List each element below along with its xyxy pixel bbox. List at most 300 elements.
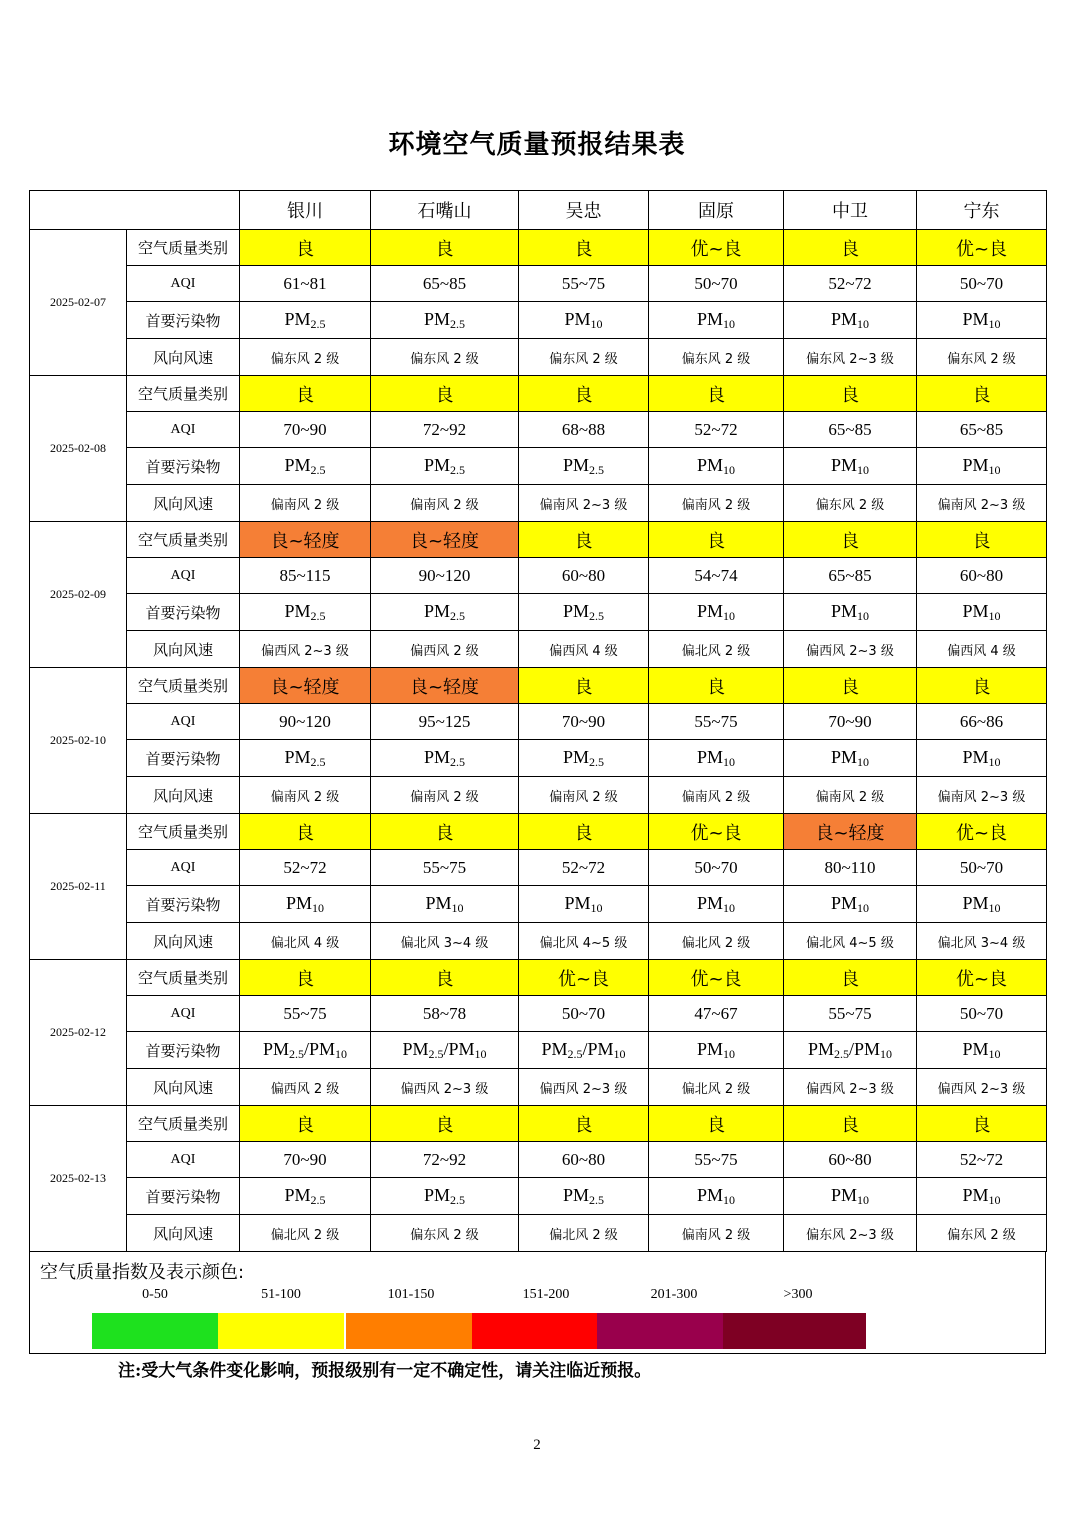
pollutant-name: PM [962, 600, 989, 621]
date-cell: 2025-02-12 [30, 960, 127, 1106]
wind-cell: 偏南风 2 级 [649, 1215, 784, 1252]
wind-cell: 偏东风 2 级 [240, 339, 371, 376]
date-cell: 2025-02-07 [30, 230, 127, 376]
forecast-table [29, 190, 1047, 1252]
wind-cell: 偏西风 2~3 级 [784, 1069, 917, 1106]
wind-cell: 偏南风 2 级 [240, 485, 371, 522]
pollutant-cell [240, 1178, 371, 1215]
row-label: 首要污染物 [127, 448, 240, 485]
category-cell: 良 [371, 814, 519, 850]
wind-cell: 偏北风 4~5 级 [519, 923, 649, 960]
header-corner [30, 191, 240, 230]
pollutant-name: PM [402, 1038, 429, 1059]
table-row [30, 886, 1047, 923]
pollutant-subscript: 10 [857, 608, 869, 623]
table-row [30, 777, 1047, 814]
forecast-body [30, 230, 1047, 1252]
category-cell: 优~良 [917, 230, 1047, 266]
aqi-cell: 80~110 [784, 850, 917, 886]
aqi-cell: 50~70 [649, 850, 784, 886]
pollutant-subscript: 10 [723, 1192, 735, 1207]
aqi-legend [29, 1252, 1046, 1354]
pollutant-name: PM [564, 308, 591, 329]
aqi-cell: 47~67 [649, 996, 784, 1032]
category-cell: 优~良 [519, 960, 649, 996]
aqi-cell: 65~85 [371, 266, 519, 302]
legend-swatch [92, 1313, 218, 1349]
category-cell: 良 [240, 1106, 371, 1142]
pollutant-name: PM [696, 600, 723, 621]
pollutant-cell [240, 448, 371, 485]
row-label: 风向风速 [127, 777, 240, 814]
pollutant-subscript: 10 [988, 754, 1001, 769]
wind-cell: 偏东风 2~3 级 [784, 1215, 917, 1252]
pollutant-subscript: 2.5 [833, 1046, 849, 1061]
category-cell: 良~轻度 [371, 668, 519, 704]
row-label: 首要污染物 [127, 594, 240, 631]
category-cell: 良 [917, 522, 1047, 558]
pollutant-name: PM [807, 1038, 834, 1059]
pollutant-name: PM [830, 892, 857, 913]
pollutant-name: /PM [848, 1038, 881, 1059]
pollutant-name: PM [962, 1184, 989, 1205]
aqi-cell: 60~80 [784, 1142, 917, 1178]
table-row [30, 923, 1047, 960]
page-number: 2 [533, 1437, 541, 1453]
category-cell: 良 [917, 1106, 1047, 1142]
table-row [30, 996, 1047, 1032]
pollutant-name: PM [962, 1038, 989, 1059]
row-label: 首要污染物 [127, 740, 240, 777]
table-row [30, 631, 1047, 668]
category-cell: 良 [784, 960, 917, 996]
pollutant-subscript: 2.5 [589, 1192, 604, 1207]
pollutant-name: PM [284, 600, 311, 621]
aqi-cell: 55~75 [519, 266, 649, 302]
wind-cell: 偏东风 2 级 [917, 1215, 1047, 1252]
wind-cell: 偏西风 4 级 [917, 631, 1047, 668]
pollutant-name: /PM [582, 1038, 614, 1059]
legend-swatch [346, 1313, 472, 1349]
row-label: 空气质量类别 [127, 814, 240, 850]
row-label: 风向风速 [127, 339, 240, 376]
pollutant-subscript: 10 [723, 462, 735, 477]
pollutant-subscript: 2.5 [450, 316, 465, 331]
pollutant-subscript: 10 [988, 608, 1001, 623]
pollutant-subscript: 10 [857, 900, 869, 915]
pollutant-subscript: 2.5 [428, 1046, 444, 1061]
pollutant-cell [240, 594, 371, 631]
aqi-cell: 61~81 [240, 266, 371, 302]
pollutant-subscript: 2.5 [589, 462, 604, 477]
category-cell: 良 [240, 814, 371, 850]
disclaimer-note: 注:受大气条件变化影响，预报级别有一定不确定性，请关注临近预报。 [118, 1361, 652, 1381]
pollutant-name: PM [830, 454, 857, 475]
wind-cell: 偏西风 2~3 级 [519, 1069, 649, 1106]
pollutant-cell [784, 448, 917, 485]
aqi-cell: 68~88 [519, 412, 649, 448]
wind-cell: 偏东风 2 级 [371, 1215, 519, 1252]
pollutant-name: PM [962, 892, 989, 913]
pollutant-name: PM [423, 454, 450, 475]
pollutant-name: PM [562, 600, 589, 621]
city-header: 固原 [649, 191, 784, 230]
aqi-cell: 50~70 [917, 266, 1047, 302]
pollutant-subscript: 10 [590, 316, 603, 331]
pollutant-subscript: 10 [988, 900, 1001, 915]
category-cell: 良~轻度 [240, 522, 371, 558]
aqi-cell: 52~72 [917, 1142, 1047, 1178]
legend-range-label: 151-200 [522, 1287, 570, 1302]
pollutant-cell [519, 594, 649, 631]
wind-cell: 偏南风 2~3 级 [917, 777, 1047, 814]
aqi-cell: 65~85 [784, 558, 917, 594]
category-cell: 良 [649, 668, 784, 704]
pollutant-name: PM [423, 746, 450, 767]
row-label: AQI [127, 1142, 240, 1178]
category-cell: 良 [917, 668, 1047, 704]
wind-cell: 偏南风 2 级 [649, 777, 784, 814]
wind-cell: 偏西风 2~3 级 [240, 631, 371, 668]
aqi-cell: 70~90 [519, 704, 649, 740]
pollutant-subscript: 10 [312, 900, 324, 915]
row-label: AQI [127, 850, 240, 886]
pollutant-cell [917, 594, 1047, 631]
pollutant-name: PM [962, 308, 989, 329]
pollutant-cell [784, 1178, 917, 1215]
row-label: 风向风速 [127, 923, 240, 960]
pollutant-name: PM [696, 1184, 723, 1205]
pollutant-cell [649, 1178, 784, 1215]
table-row [30, 412, 1047, 448]
category-cell: 良 [240, 230, 371, 266]
aqi-cell: 52~72 [649, 412, 784, 448]
table-row [30, 266, 1047, 302]
table-row [30, 230, 1047, 266]
wind-cell: 偏北风 4 级 [240, 923, 371, 960]
category-cell: 良 [240, 960, 371, 996]
pollutant-name: PM [830, 1184, 857, 1205]
wind-cell: 偏西风 2 级 [240, 1069, 371, 1106]
category-cell: 优~良 [649, 230, 784, 266]
pollutant-cell [519, 302, 649, 339]
pollutant-cell [519, 740, 649, 777]
date-cell: 2025-02-09 [30, 522, 127, 668]
pollutant-name: PM [423, 1184, 450, 1205]
aqi-cell: 54~74 [649, 558, 784, 594]
category-cell: 优~良 [649, 960, 784, 996]
aqi-cell: 58~78 [371, 996, 519, 1032]
category-cell: 良 [371, 376, 519, 412]
pollutant-cell [917, 1032, 1047, 1069]
table-row [30, 850, 1047, 886]
category-cell: 良 [371, 230, 519, 266]
pollutant-subscript: 2.5 [450, 608, 465, 623]
category-cell: 良 [240, 376, 371, 412]
aqi-cell: 65~85 [917, 412, 1047, 448]
aqi-cell: 72~92 [371, 1142, 519, 1178]
wind-cell: 偏北风 3~4 级 [371, 923, 519, 960]
row-label: 风向风速 [127, 485, 240, 522]
wind-cell: 偏东风 2~3 级 [784, 339, 917, 376]
wind-cell: 偏南风 2~3 级 [917, 485, 1047, 522]
pollutant-subscript: 2.5 [288, 1046, 304, 1061]
pollutant-subscript: 2.5 [310, 316, 326, 331]
pollutant-cell [917, 1178, 1047, 1215]
date-cell: 2025-02-10 [30, 668, 127, 814]
category-cell: 良 [784, 1106, 917, 1142]
aqi-cell: 66~86 [917, 704, 1047, 740]
wind-cell: 偏南风 2 级 [519, 777, 649, 814]
pollutant-cell [519, 448, 649, 485]
pollutant-cell [519, 1178, 649, 1215]
pollutant-subscript: 10 [857, 754, 869, 769]
category-cell: 良 [784, 522, 917, 558]
pollutant-name: PM [284, 308, 311, 329]
aqi-cell: 52~72 [240, 850, 371, 886]
pollutant-name: PM [284, 454, 311, 475]
row-label: AQI [127, 704, 240, 740]
city-header: 石嘴山 [371, 191, 519, 230]
row-label: 空气质量类别 [127, 230, 240, 266]
pollutant-name: PM [423, 600, 450, 621]
aqi-cell: 55~75 [649, 704, 784, 740]
pollutant-subscript: 10 [613, 1046, 626, 1061]
table-row [30, 376, 1047, 412]
wind-cell: 偏南风 2~3 级 [519, 485, 649, 522]
aqi-cell: 52~72 [519, 850, 649, 886]
pollutant-cell [371, 1032, 519, 1069]
table-row [30, 558, 1047, 594]
legend-title: 空气质量指数及表示颜色: [40, 1262, 245, 1283]
pollutant-cell [240, 1032, 371, 1069]
pollutant-subscript: 10 [723, 316, 735, 331]
pollutant-cell [784, 1032, 917, 1069]
category-cell: 良 [784, 376, 917, 412]
aqi-cell: 50~70 [917, 996, 1047, 1032]
pollutant-name: PM [562, 1184, 589, 1205]
aqi-cell: 70~90 [784, 704, 917, 740]
pollutant-subscript: 2.5 [310, 1192, 326, 1207]
city-header: 银川 [240, 191, 371, 230]
category-cell: 良~轻度 [371, 522, 519, 558]
pollutant-name: PM [423, 308, 450, 329]
pollutant-cell [917, 740, 1047, 777]
pollutant-cell [371, 886, 519, 923]
pollutant-subscript: 2.5 [310, 754, 326, 769]
date-cell: 2025-02-11 [30, 814, 127, 960]
pollutant-subscript: 10 [335, 1046, 348, 1061]
category-cell: 优~良 [917, 814, 1047, 850]
wind-cell: 偏北风 2 级 [649, 923, 784, 960]
pollutant-subscript: 10 [880, 1046, 893, 1061]
table-row [30, 594, 1047, 631]
table-row [30, 1032, 1047, 1069]
wind-cell: 偏北风 2 级 [649, 631, 784, 668]
pollutant-cell [371, 1178, 519, 1215]
pollutant-subscript: 2.5 [310, 462, 326, 477]
row-label: AQI [127, 558, 240, 594]
pollutant-cell [784, 886, 917, 923]
legend-swatch [218, 1313, 344, 1349]
pollutant-subscript: 2.5 [450, 1192, 465, 1207]
pollutant-subscript: 10 [988, 462, 1001, 477]
pollutant-subscript: 2.5 [450, 462, 465, 477]
row-label: AQI [127, 412, 240, 448]
pollutant-name: PM [562, 746, 589, 767]
table-row [30, 1215, 1047, 1252]
pollutant-cell [519, 886, 649, 923]
pollutant-cell [917, 448, 1047, 485]
wind-cell: 偏西风 2 级 [371, 631, 519, 668]
pollutant-name: PM [425, 892, 452, 913]
pollutant-name: PM [564, 892, 591, 913]
pollutant-subscript: 2.5 [310, 608, 326, 623]
date-cell: 2025-02-08 [30, 376, 127, 522]
category-cell: 良 [519, 814, 649, 850]
aqi-cell: 65~85 [784, 412, 917, 448]
row-label: 空气质量类别 [127, 376, 240, 412]
category-cell: 良 [519, 1106, 649, 1142]
wind-cell: 偏北风 3~4 级 [917, 923, 1047, 960]
pollutant-cell [240, 886, 371, 923]
category-cell: 良 [371, 960, 519, 996]
pollutant-name: PM [541, 1038, 568, 1059]
legend-range-label: 101-150 [387, 1287, 435, 1302]
pollutant-cell [649, 448, 784, 485]
header-row [30, 191, 1047, 230]
pollutant-cell [917, 886, 1047, 923]
aqi-cell: 90~120 [240, 704, 371, 740]
wind-cell: 偏西风 4 级 [519, 631, 649, 668]
category-cell: 良 [649, 1106, 784, 1142]
aqi-cell: 85~115 [240, 558, 371, 594]
legend-swatch [472, 1313, 598, 1349]
wind-cell: 偏东风 2 级 [784, 485, 917, 522]
pollutant-subscript: 10 [723, 754, 735, 769]
city-header: 宁东 [917, 191, 1047, 230]
aqi-cell: 60~80 [917, 558, 1047, 594]
pollutant-cell [371, 448, 519, 485]
pollutant-cell [240, 302, 371, 339]
table-row [30, 960, 1047, 996]
aqi-cell: 70~90 [240, 1142, 371, 1178]
pollutant-name: PM [284, 1184, 311, 1205]
table-row [30, 740, 1047, 777]
table-row [30, 302, 1047, 339]
wind-cell: 偏南风 2 级 [649, 485, 784, 522]
pollutant-cell [649, 886, 784, 923]
row-label: 首要污染物 [127, 1032, 240, 1069]
category-cell: 优~良 [649, 814, 784, 850]
category-cell: 良 [649, 376, 784, 412]
category-cell: 良 [519, 522, 649, 558]
pollutant-cell [649, 302, 784, 339]
pollutant-subscript: 10 [988, 1046, 1001, 1061]
wind-cell: 偏南风 2 级 [240, 777, 371, 814]
table-row [30, 1106, 1047, 1142]
legend-swatch [723, 1313, 866, 1349]
aqi-cell: 50~70 [519, 996, 649, 1032]
aqi-cell: 55~75 [371, 850, 519, 886]
aqi-cell: 52~72 [784, 266, 917, 302]
aqi-cell: 70~90 [240, 412, 371, 448]
aqi-cell: 55~75 [240, 996, 371, 1032]
category-cell: 良 [519, 230, 649, 266]
category-cell: 良 [519, 668, 649, 704]
wind-cell: 偏南风 2 级 [371, 485, 519, 522]
row-label: 首要污染物 [127, 1178, 240, 1215]
pollutant-subscript: 10 [723, 900, 735, 915]
row-label: 风向风速 [127, 1215, 240, 1252]
pollutant-cell [371, 740, 519, 777]
table-row [30, 339, 1047, 376]
table-row [30, 814, 1047, 850]
row-label: 风向风速 [127, 1069, 240, 1106]
row-label: AQI [127, 266, 240, 302]
pollutant-cell [784, 594, 917, 631]
category-cell: 良~轻度 [784, 814, 917, 850]
pollutant-subscript: 2.5 [450, 754, 465, 769]
pollutant-cell [917, 302, 1047, 339]
category-cell: 良 [649, 522, 784, 558]
wind-cell: 偏西风 2~3 级 [917, 1069, 1047, 1106]
table-row [30, 448, 1047, 485]
wind-cell: 偏北风 2 级 [519, 1215, 649, 1252]
pollutant-subscript: 10 [723, 608, 735, 623]
wind-cell: 偏东风 2 级 [917, 339, 1047, 376]
row-label: 风向风速 [127, 631, 240, 668]
pollutant-name: PM [284, 746, 311, 767]
pollutant-name: PM [962, 454, 989, 475]
pollutant-name: PM [830, 746, 857, 767]
category-cell: 良~轻度 [240, 668, 371, 704]
pollutant-name: PM [696, 308, 723, 329]
pollutant-cell [649, 1032, 784, 1069]
pollutant-cell [371, 302, 519, 339]
pollutant-cell [649, 740, 784, 777]
pollutant-name: PM [830, 600, 857, 621]
category-cell: 良 [519, 376, 649, 412]
table-row [30, 668, 1047, 704]
pollutant-cell [649, 594, 784, 631]
city-header: 吴忠 [519, 191, 649, 230]
aqi-cell: 50~70 [917, 850, 1047, 886]
aqi-cell: 50~70 [649, 266, 784, 302]
category-cell: 优~良 [917, 960, 1047, 996]
pollutant-cell [519, 1032, 649, 1069]
pollutant-name: PM [285, 892, 312, 913]
table-row [30, 1069, 1047, 1106]
pollutant-name: PM [696, 746, 723, 767]
pollutant-name: PM [830, 308, 857, 329]
wind-cell: 偏北风 2 级 [649, 1069, 784, 1106]
row-label: 空气质量类别 [127, 960, 240, 996]
table-row [30, 1178, 1047, 1215]
pollutant-cell [784, 740, 917, 777]
table-row [30, 522, 1047, 558]
pollutant-subscript: 10 [451, 900, 464, 915]
aqi-cell: 55~75 [784, 996, 917, 1032]
pollutant-subscript: 10 [723, 1046, 735, 1061]
pollutant-name: PM [262, 1038, 289, 1059]
pollutant-name: PM [562, 454, 589, 475]
wind-cell: 偏北风 2 级 [240, 1215, 371, 1252]
row-label: 空气质量类别 [127, 668, 240, 704]
aqi-cell: 60~80 [519, 558, 649, 594]
aqi-cell: 72~92 [371, 412, 519, 448]
pollutant-cell [240, 740, 371, 777]
